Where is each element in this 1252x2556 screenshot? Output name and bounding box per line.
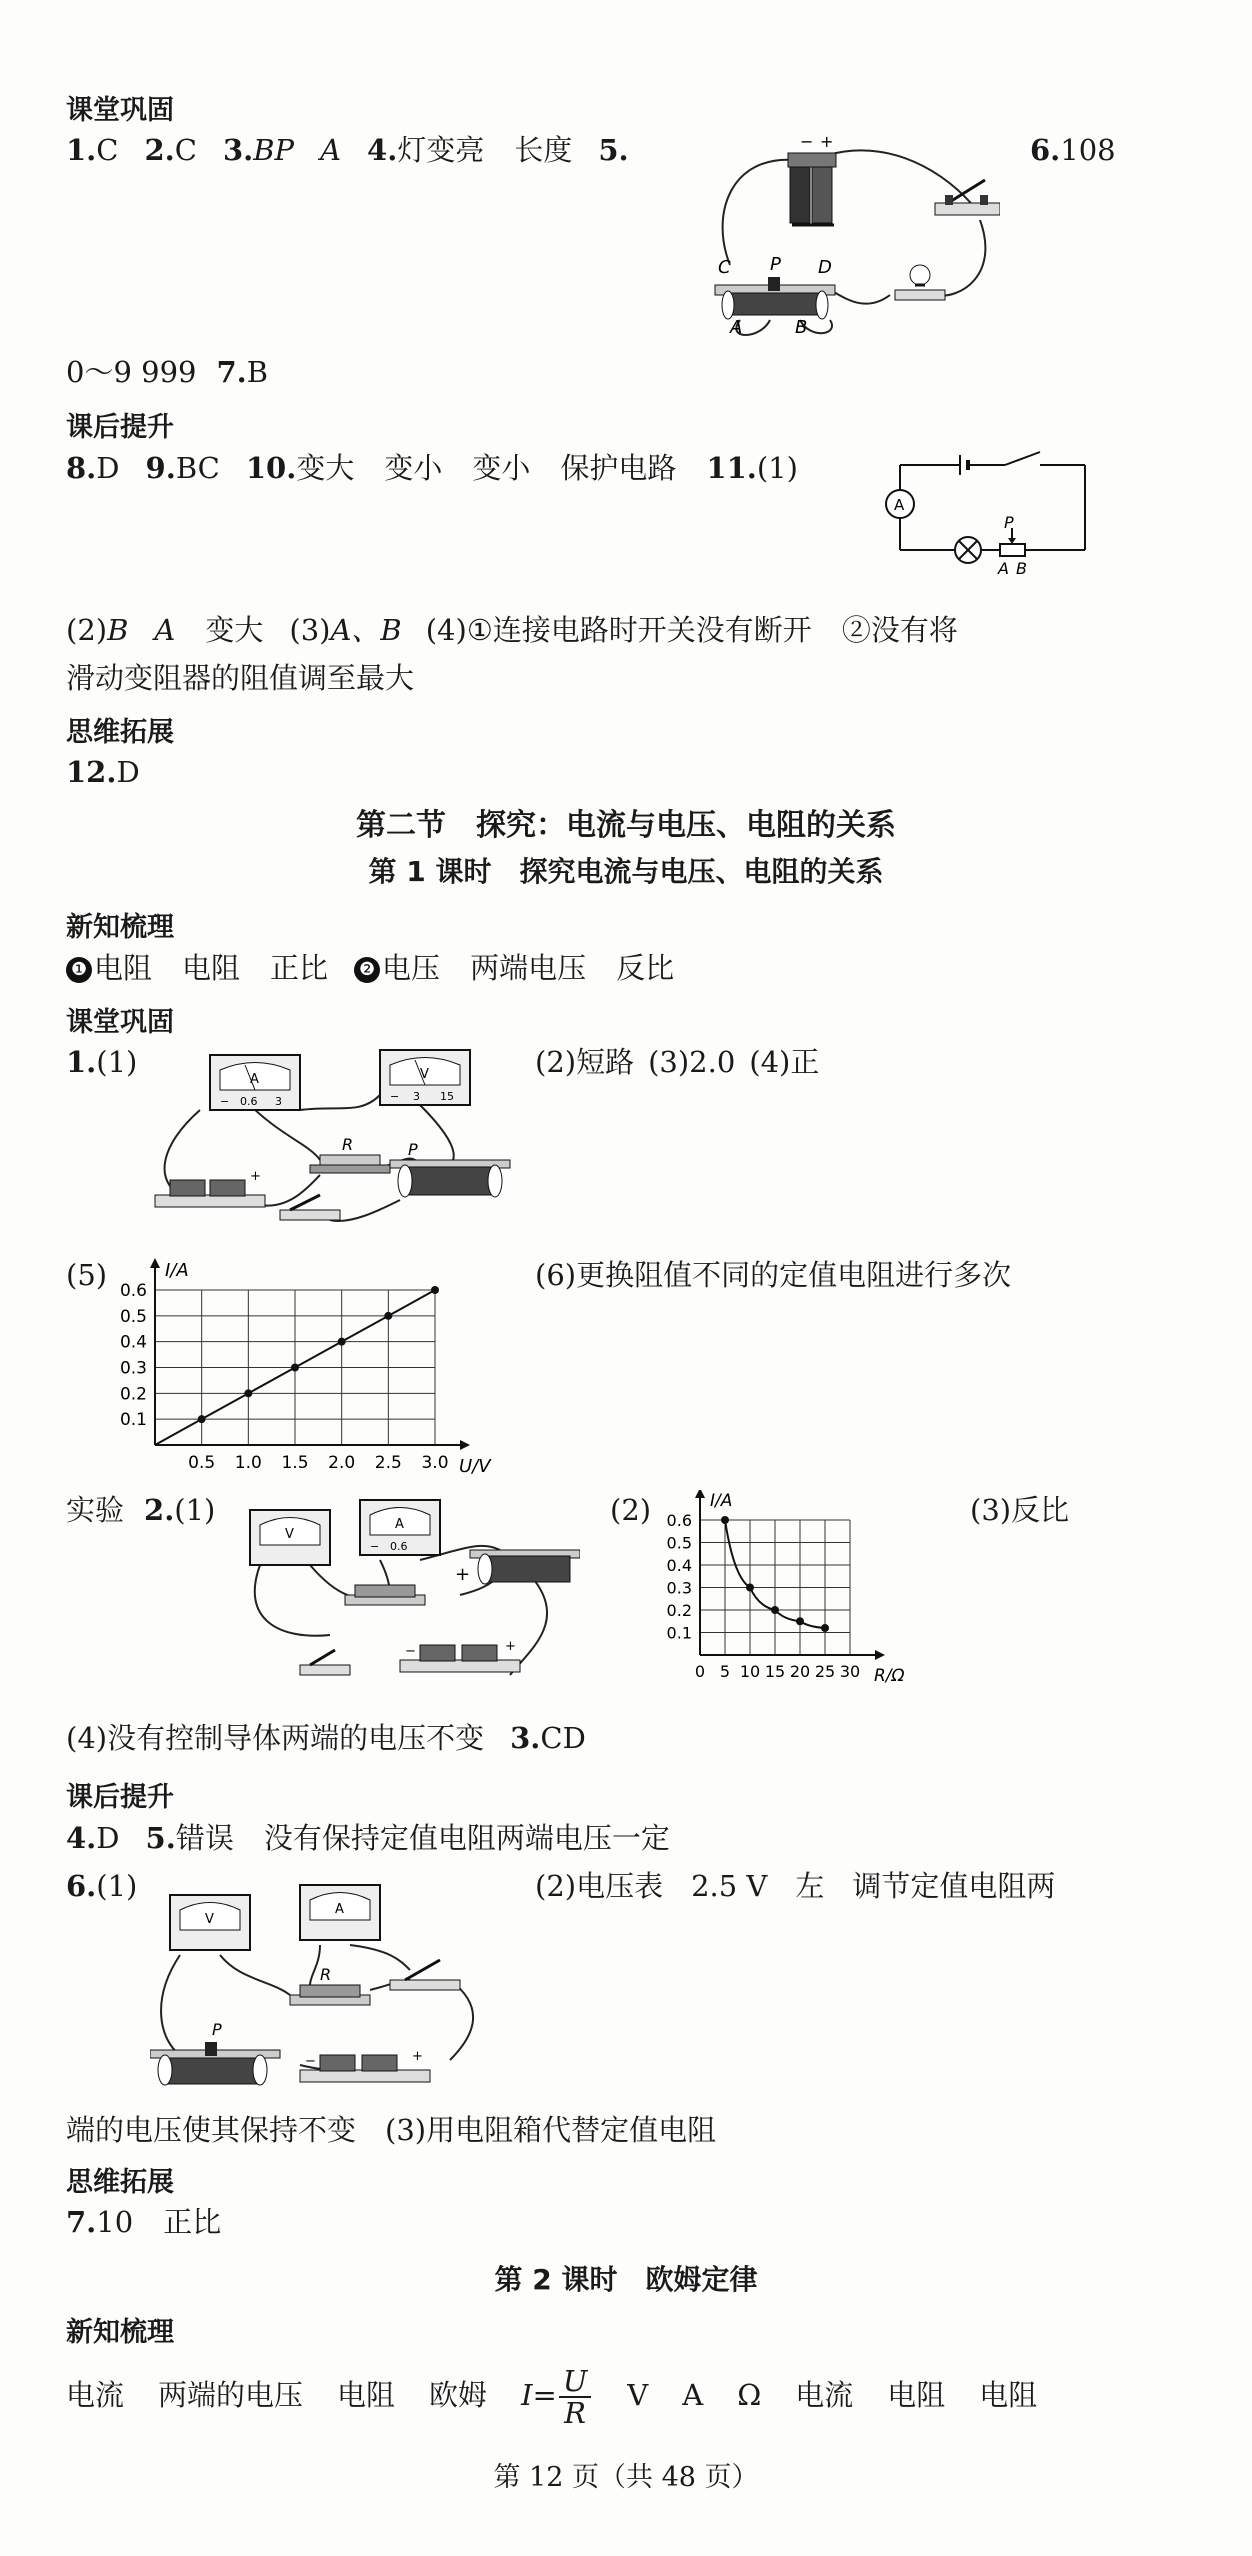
ammeter-icon xyxy=(210,1055,300,1110)
svg-text:A: A xyxy=(894,496,905,514)
section-heading-knowledge: 新知梳理 xyxy=(66,912,174,943)
circle-number-1: ❶ xyxy=(66,957,92,983)
x-tick-label: 1.0 xyxy=(234,1453,262,1473)
rheostat-icon xyxy=(1000,544,1025,556)
svg-text:A: A xyxy=(250,1072,259,1087)
section-heading-after-class: 课后提升 xyxy=(66,1782,174,1813)
svg-text:P: P xyxy=(408,1140,418,1159)
svg-text:P: P xyxy=(770,254,781,275)
svg-text:−: − xyxy=(370,1540,380,1553)
knowledge-line: 电流 两端的电压 电阻 欧姆 I= $\frac{U}{R}$ V A Ω 电流 电阻 电阻 xyxy=(66,2364,1038,2430)
svg-text:+: + xyxy=(455,1564,471,1585)
x-tick-label: 25 xyxy=(814,1662,836,1681)
y-axis-arrow xyxy=(695,1490,705,1498)
switch-icon xyxy=(280,1195,340,1220)
y-tick-label: 0.3 xyxy=(666,1578,692,1598)
x-axis-arrow xyxy=(875,1650,885,1660)
y-tick-label: 0.4 xyxy=(666,1556,692,1575)
answer-line: 实验 2.(1) xyxy=(66,1493,216,1527)
ammeter-icon xyxy=(360,1500,440,1555)
data-point xyxy=(291,1364,299,1372)
y-tick-labels xyxy=(667,1511,692,1643)
y-tick-label: 0.6 xyxy=(119,1281,147,1301)
data-point xyxy=(771,1606,779,1614)
svg-text:A: A xyxy=(335,1902,344,1917)
answer-2-part2: (2) xyxy=(610,1493,652,1527)
data-point xyxy=(821,1624,829,1632)
answer-line: 8.D 9.BC 10.变大 变小 变小 保护电路 11.(1) xyxy=(66,451,798,485)
circle-number-2: ❷ xyxy=(354,957,380,983)
answer-line: (2)B A 变大 (3)A、B (4)①连接电路时开关没有断开 ②没有将 xyxy=(66,613,958,647)
svg-text:−: − xyxy=(305,2054,316,2069)
ohm-law-fraction: $\frac{U}{R}$ xyxy=(559,2366,591,2428)
circuit-schematic-11 xyxy=(870,450,1100,590)
answer-line: 端的电压使其保持不变 (3)用电阻箱代替定值电阻 xyxy=(66,2113,717,2147)
answer-2-part3: (3)反比 xyxy=(970,1493,1070,1527)
x-tick-label: 20 xyxy=(789,1662,811,1681)
answer-line: 滑动变阻器的阻值调至最大 xyxy=(66,661,415,695)
x-tick-label: 30 xyxy=(839,1662,861,1681)
resistor-icon xyxy=(345,1585,425,1605)
svg-text:3: 3 xyxy=(275,1095,282,1108)
ammeter-icon xyxy=(300,1885,380,1940)
y-axis-arrow xyxy=(150,1258,160,1268)
circuit-diagram-q6 xyxy=(150,1870,510,2090)
svg-text:P: P xyxy=(212,2020,222,2039)
data-point xyxy=(384,1312,392,1320)
data-point xyxy=(244,1389,252,1397)
svg-text:−: − xyxy=(390,1090,400,1103)
rheostat-icon xyxy=(470,1550,580,1584)
svg-text:P: P xyxy=(1004,513,1014,532)
circuit-diagram-q1 xyxy=(150,1035,520,1225)
switch-icon xyxy=(390,1960,460,1990)
svg-text:V: V xyxy=(285,1527,294,1542)
section-heading-extension: 思维拓展 xyxy=(66,717,174,748)
lamp-icon xyxy=(955,537,981,563)
svg-text:0.6: 0.6 xyxy=(390,1540,408,1553)
answer-line: 0～9 999 7.B xyxy=(66,355,269,389)
data-point xyxy=(338,1338,346,1346)
section-title: 第二节 探究：电流与电压、电阻的关系 xyxy=(356,808,896,843)
section-heading-knowledge: 新知梳理 xyxy=(66,2317,174,2348)
y-tick-labels xyxy=(120,1281,147,1430)
data-series xyxy=(155,1286,439,1445)
svg-text:+: + xyxy=(820,132,834,151)
y-tick-label: 0.4 xyxy=(119,1332,147,1353)
answer-6: 6.(1) xyxy=(66,1869,138,1903)
rheostat-icon xyxy=(715,277,835,319)
data-point xyxy=(198,1415,206,1423)
x-tick-label: 1.5 xyxy=(281,1453,309,1473)
svg-text:−: − xyxy=(220,1095,230,1108)
rheostat-icon xyxy=(150,2020,280,2085)
answer-6-parts: (2)电压表 2.5 V 左 调节定值电阻两 xyxy=(535,1869,1056,1903)
answer-1: 1.(1) xyxy=(66,1045,138,1079)
svg-text:R: R xyxy=(320,1965,332,1984)
page-footer: 第 12 页（共 48 页） xyxy=(493,2462,759,2493)
circuit-diagram-q2 xyxy=(240,1490,580,1690)
voltmeter-icon xyxy=(380,1050,470,1105)
answer-5-label: (5) xyxy=(66,1258,108,1292)
x-tick-label: 15 xyxy=(764,1662,786,1681)
svg-text:V: V xyxy=(205,1912,214,1927)
rheostat-icon xyxy=(390,1140,510,1197)
chart-i-r xyxy=(640,1490,940,1700)
x-axis-label: U/V xyxy=(459,1456,491,1477)
y-tick-label: 0.1 xyxy=(666,1623,692,1643)
x-tick-labels xyxy=(188,1453,448,1473)
lesson-title: 第 2 课时 欧姆定律 xyxy=(494,2263,758,2296)
svg-text:15: 15 xyxy=(440,1090,454,1103)
answer-line: 12.D xyxy=(66,755,140,789)
x-tick-label: 0 xyxy=(694,1662,706,1681)
section-heading-extension: 思维拓展 xyxy=(66,2167,174,2198)
x-tick-label: 5 xyxy=(719,1662,731,1681)
answer-6-text: (6)更换阻值不同的定值电阻进行多次 xyxy=(535,1258,1012,1292)
svg-text:D: D xyxy=(818,257,832,278)
y-axis-label: I/A xyxy=(165,1260,189,1281)
switch-icon xyxy=(935,180,1000,215)
y-tick-label: 0.5 xyxy=(666,1533,692,1553)
answer-line: 1.C 2.C 3.BP A 4.灯变亮 长度 5. xyxy=(66,133,629,167)
y-tick-label: 0.6 xyxy=(666,1511,692,1530)
svg-text:R: R xyxy=(342,1135,354,1154)
battery-icon xyxy=(155,1169,265,1207)
svg-text:+: + xyxy=(505,1639,516,1654)
svg-text:B: B xyxy=(1016,559,1027,578)
resistor-icon xyxy=(310,1135,390,1173)
answer-6: 6.108 xyxy=(1030,133,1116,167)
svg-text:A: A xyxy=(998,559,1009,578)
svg-text:A: A xyxy=(730,317,743,338)
knowledge-line: ❶ 电阻 电阻 正比 ❷ 电压 两端电压 反比 xyxy=(66,948,674,988)
y-tick-label: 0.2 xyxy=(119,1384,147,1405)
answer-line: 7.10 正比 xyxy=(66,2205,222,2239)
section-heading-after-class: 课后提升 xyxy=(66,412,174,443)
circuit-diagram-1 xyxy=(700,125,1000,350)
voltmeter-icon xyxy=(170,1895,250,1950)
x-tick-label: 3.0 xyxy=(421,1453,449,1473)
svg-text:B: B xyxy=(795,317,808,338)
chart-axes xyxy=(695,1490,885,1660)
section-heading-classroom: 课堂巩固 xyxy=(66,95,174,126)
svg-text:0.6: 0.6 xyxy=(240,1095,258,1108)
svg-text:A: A xyxy=(395,1517,404,1532)
data-point xyxy=(746,1584,754,1592)
answer-line: 4.D 5.错误 没有保持定值电阻两端电压一定 xyxy=(66,1821,670,1855)
x-tick-labels xyxy=(695,1662,860,1681)
y-tick-label: 0.1 xyxy=(119,1410,147,1431)
svg-text:+: + xyxy=(250,1169,261,1184)
x-axis-arrow xyxy=(460,1440,470,1450)
battery-icon xyxy=(400,1639,520,1672)
voltmeter-icon xyxy=(250,1510,330,1565)
svg-text:−: − xyxy=(405,1644,416,1659)
battery-icon xyxy=(788,153,836,225)
battery-icon xyxy=(300,2049,430,2082)
y-tick-label: 0.2 xyxy=(666,1601,692,1620)
section-heading-classroom: 课堂巩固 xyxy=(66,1007,174,1038)
answer-line: (4)没有控制导体两端的电压不变 3.CD xyxy=(66,1721,586,1755)
x-tick-label: 0.5 xyxy=(188,1453,216,1473)
y-axis-label: I/A xyxy=(710,1491,733,1511)
data-point xyxy=(721,1516,729,1524)
svg-text:V: V xyxy=(420,1067,429,1082)
x-tick-label: 2.5 xyxy=(374,1453,402,1473)
data-point xyxy=(431,1286,439,1294)
x-axis-label: R/Ω xyxy=(874,1666,905,1686)
answer-1-parts: (2)短路 (3)2.0 (4)正 xyxy=(535,1045,820,1079)
x-tick-label: 10 xyxy=(739,1662,761,1681)
formula-lhs: I xyxy=(521,2378,533,2412)
chart-i-u xyxy=(100,1245,540,1485)
y-tick-label: 0.3 xyxy=(119,1358,147,1379)
y-tick-label: 0.5 xyxy=(119,1306,147,1327)
svg-text:3: 3 xyxy=(413,1090,420,1103)
x-tick-label: 2.0 xyxy=(328,1453,356,1473)
lamp-icon xyxy=(895,265,945,300)
chart-grid xyxy=(700,1520,850,1655)
switch-icon xyxy=(300,1650,350,1675)
svg-text:+: + xyxy=(412,2049,423,2064)
data-point xyxy=(796,1617,804,1625)
lesson-title: 第 1 课时 探究电流与电压、电阻的关系 xyxy=(368,855,884,888)
resistor-icon xyxy=(290,1965,370,2005)
svg-text:C: C xyxy=(718,257,731,278)
svg-text:−: − xyxy=(800,132,814,151)
